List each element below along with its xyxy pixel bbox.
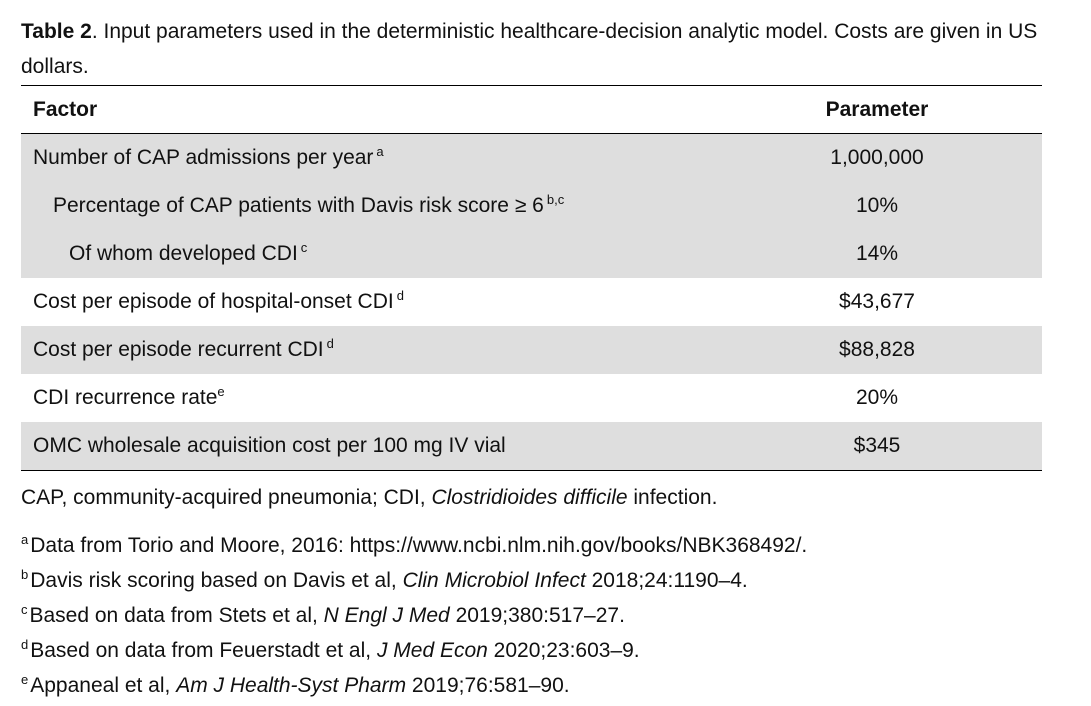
footnote-ref: d [396,288,404,303]
footnote-mark: b [21,567,29,582]
table-header-row [21,86,1042,134]
journal-name: Am J Health-Syst Pharm [176,674,407,697]
row-value: $345 [712,422,1042,471]
row-value: 1,000,000 [712,134,1042,183]
table-row [21,182,1042,230]
row-value: 20% [855,386,899,409]
journal-name: N Engl J Med [323,604,450,627]
row-factor: Cost per episode recurrent CDI $^d$ [21,326,712,374]
table-row [21,422,1042,471]
footnote-ref: c [300,240,308,255]
footnote-ref: e [217,384,225,399]
row-factor: Of whom developed CDI $^c$ [21,230,712,278]
row-factor: Cost per episode of hospital-onset CDI $^d$ [33,288,404,313]
row-factor: Percentage of CAP patients with Davis risk score ≥ 6 $^{b,c}$ [21,182,712,230]
parameters-table [21,85,1042,471]
footnote: $^a$Data from Torio and Moore, 2016: https://www.ncbi.nlm.nih.gov/books/NBK368492/. [21,532,808,557]
table-label: Table 2 [21,20,92,43]
footnote-ref: d [326,336,334,351]
footnote: $^e$Appaneal et al, Am J Health-Syst Pharm 2019;76:581–90. [21,672,570,697]
footnote-mark: d [21,637,29,652]
footnote: $^b$Davis risk scoring based on Davis et al, Clin Microbiol Infect 2018;24:1190–4. [21,567,748,592]
table-row [21,326,1042,374]
row-value: 10% [712,182,1042,230]
caption-text: . Input parameters used in the deterministic healthcare-decision analytic model. Costs are given in US dollars. [21,20,1038,78]
header-factor: Factor [21,86,712,134]
table-row [21,230,1042,278]
row-factor: OMC wholesale acquisition cost per 100 mg IV vial [21,422,712,471]
table-caption [21,14,1071,84]
footnote-mark: e [21,672,29,687]
journal-name: J Med Econ [376,639,488,662]
row-value: 14% [712,230,1042,278]
abbreviations-note: CAP, community-acquired pneumonia; CDI, Clostridioides difficile infection. [21,486,718,509]
table-row [21,374,1042,422]
footnotes [21,531,807,706]
footnote: $^d$Based on data from Feuerstadt et al, J Med Econ 2020;23:603–9. [21,637,640,662]
footnote-ref: b,c [546,192,565,207]
row-factor: Number of CAP admissions per year $^a$ [21,134,712,183]
footnote-mark: a [21,532,29,547]
footnote-ref: a [376,144,384,159]
row-value: $88,828 [712,326,1042,374]
header-parameter: Parameter [712,86,1042,134]
table-row [21,278,1042,326]
row-value: $43,677 [839,290,915,313]
footnote: $^c$Based on data from Stets et al, N Engl J Med 2019;380:517–27. [21,602,625,627]
organism-name: Clostridioides difficile [431,486,628,509]
table-row [21,134,1042,183]
journal-name: Clin Microbiol Infect [402,569,586,592]
footnote-mark: c [21,602,28,617]
row-factor: CDI recurrence rate$^e$ [33,384,225,409]
